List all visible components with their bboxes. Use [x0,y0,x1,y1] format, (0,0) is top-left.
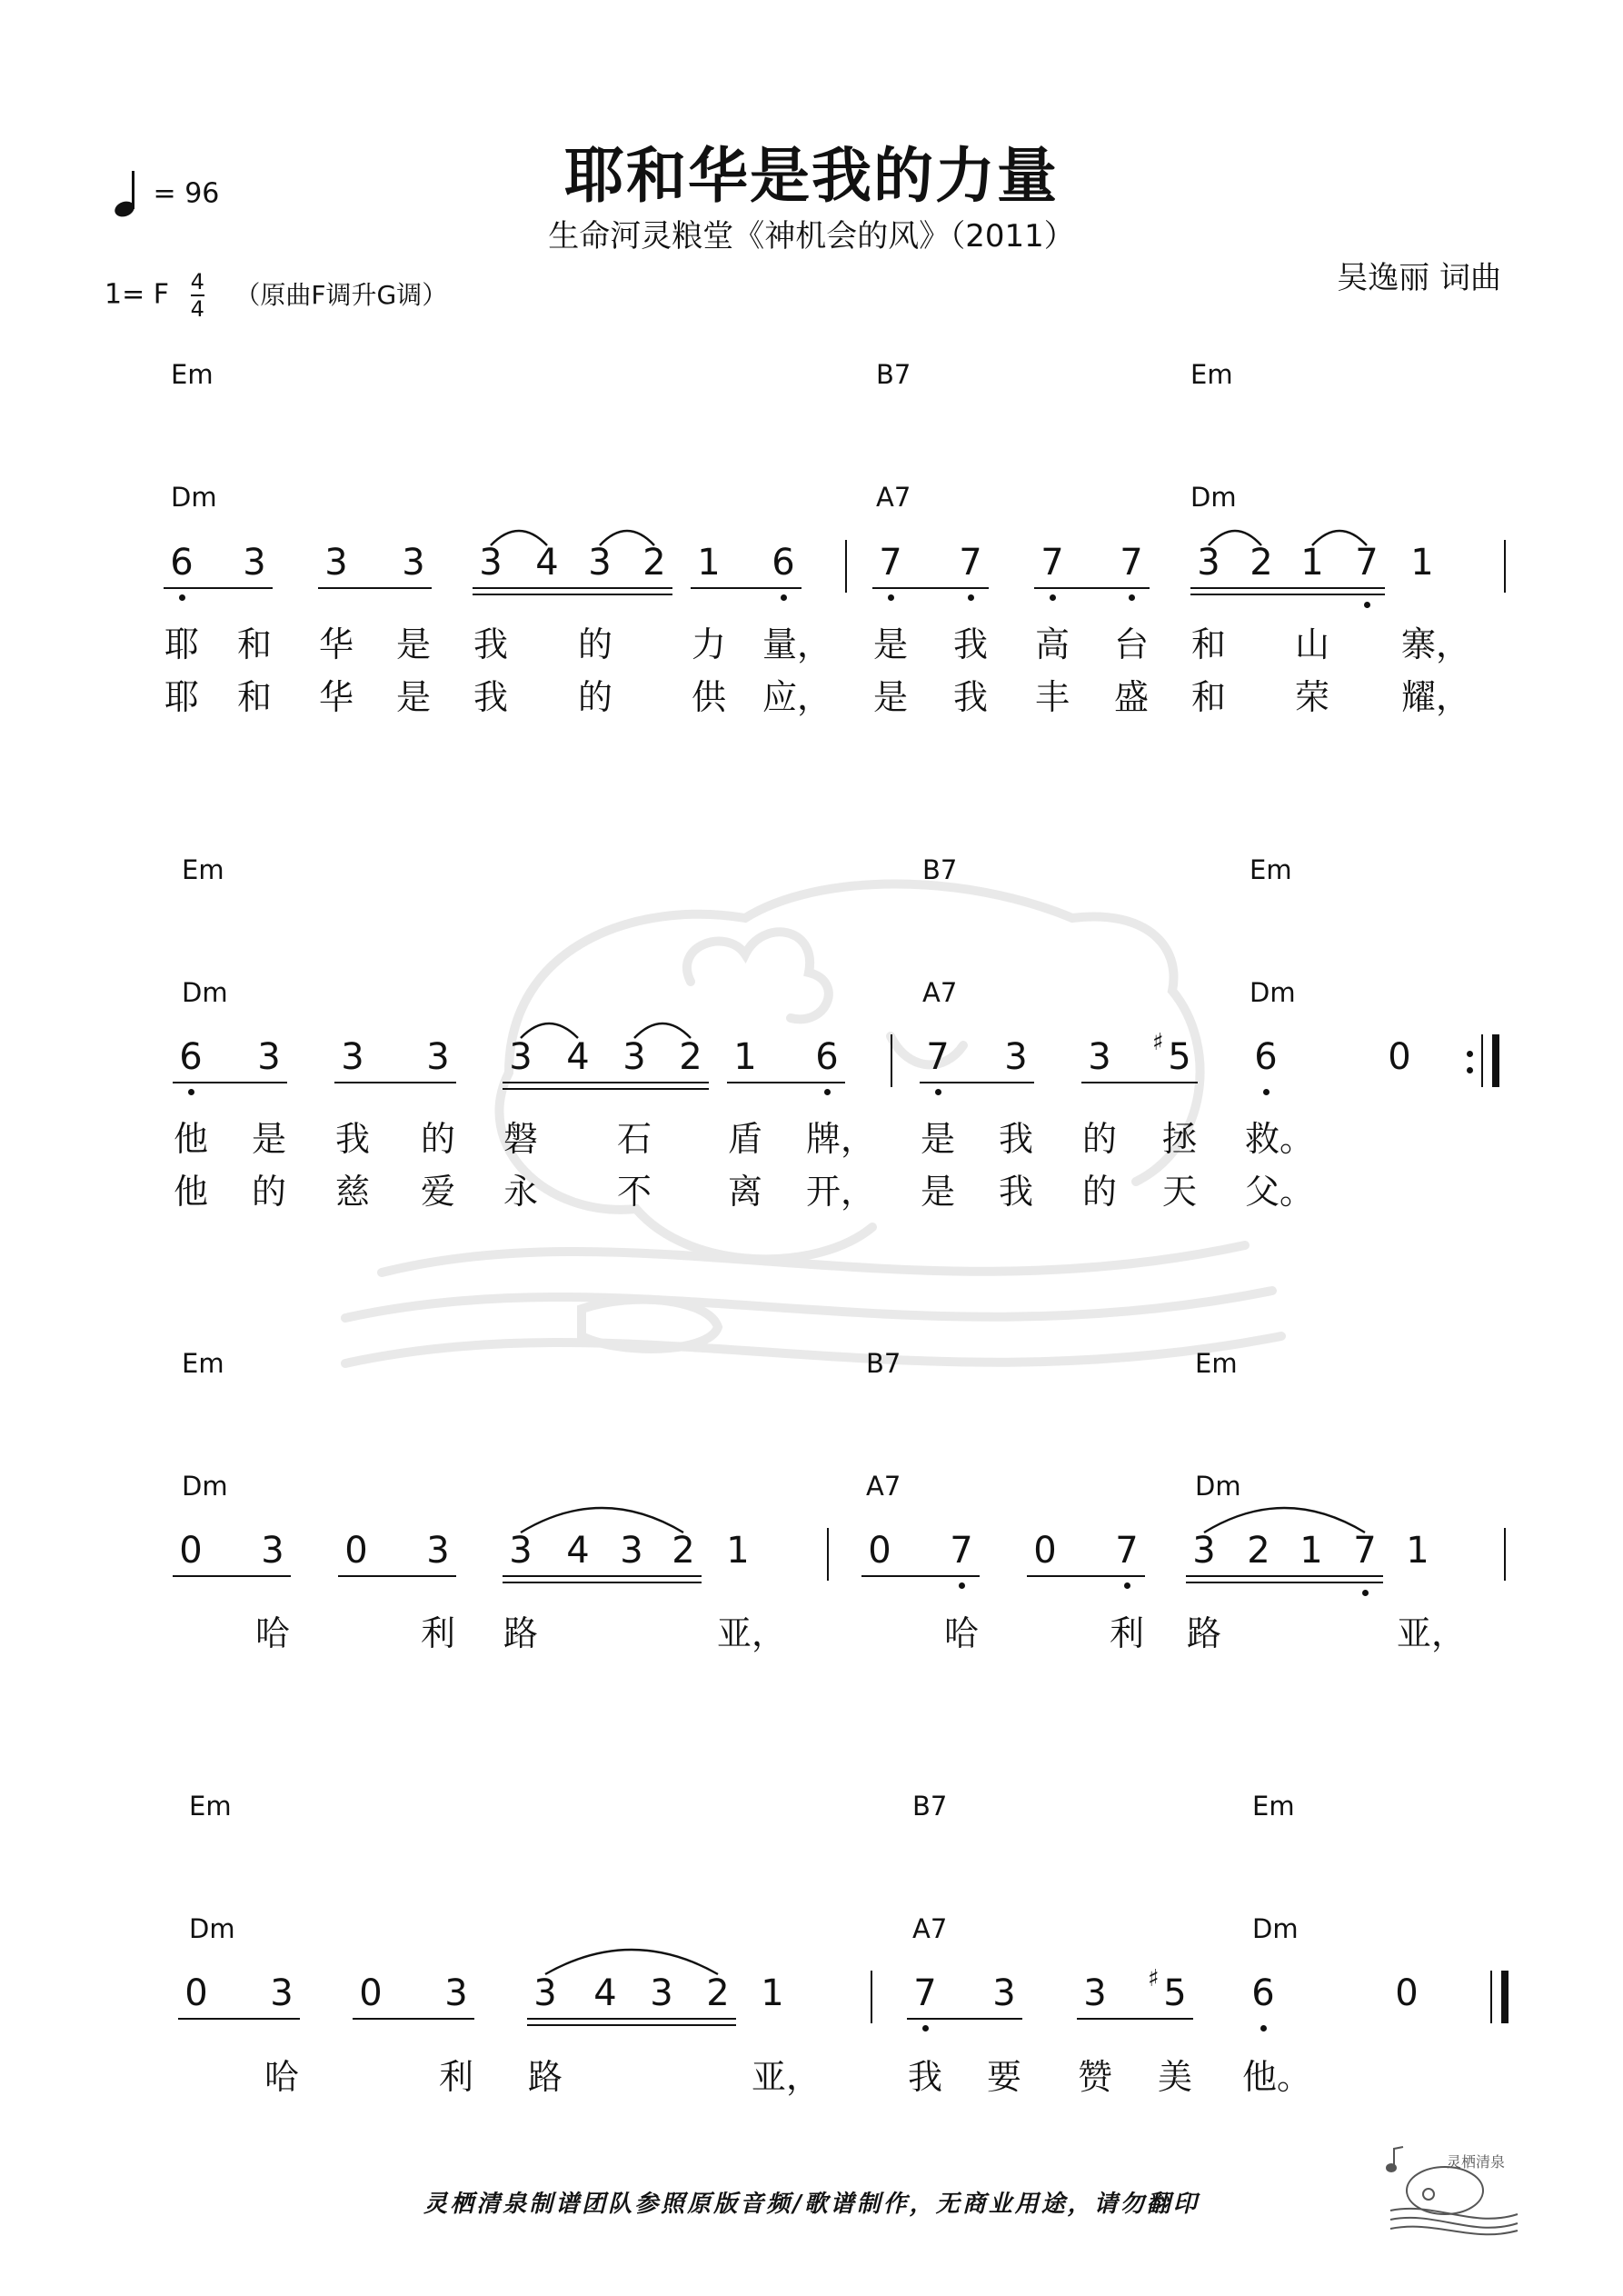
jianpu-note: 1 [733,1036,757,1078]
jianpu-note: 3 [620,1530,643,1572]
jianpu-note: 3 [257,1036,281,1078]
lyric-char: 是 [920,1119,955,1159]
lyric-char: 量， [762,624,832,664]
jianpu-note: 7 [1353,1530,1377,1572]
lyric-char: 的 [420,1119,455,1159]
chord-symbol: Dm [1252,1913,1299,1944]
jianpu-note: 0 [1033,1530,1057,1572]
lyric-char: 我 [334,1119,370,1159]
lyric-char: 和 [1190,677,1226,717]
key-note: （原曲F调升G调） [234,279,448,310]
chord-symbol: B7 [922,854,958,885]
lyric-char: 救。 [1245,1119,1315,1159]
jianpu-note: 2 [642,542,666,584]
song-subtitle: 生命河灵粮堂《神机会的风》（2011） [548,218,1075,255]
chord-symbol: Dm [1250,977,1296,1008]
jianpu-note: 7 [959,542,982,584]
lyric-char: 我 [998,1119,1033,1159]
lyric-char: 离 [727,1172,762,1212]
lyric-char: 他 [173,1119,208,1159]
lyric-char: 是 [395,624,431,664]
jianpu-note: 4 [566,1036,590,1078]
lyric-char: 我 [907,2057,942,2097]
lyric-char: 利 [1109,1613,1144,1653]
chord-symbol: A7 [876,482,911,513]
jianpu-note: 4 [535,542,559,584]
jianpu-note: 3 [426,1530,450,1572]
jianpu-note: 3 [324,542,348,584]
lyric-char: 石 [616,1119,652,1159]
lyric-char: 美 [1157,2057,1192,2097]
jianpu-note: 5 [1163,1972,1187,2014]
jianpu-note: 3 [444,1972,468,2014]
lyric-char: 应， [762,677,832,717]
lyric-char: 是 [872,624,908,664]
lyric-char: 山 [1294,624,1329,664]
jianpu-note: 4 [593,1972,617,2014]
lyric-char: 牌， [806,1119,876,1159]
jianpu-note: 3 [509,1036,533,1078]
jianpu-note: 7 [879,542,902,584]
jianpu-note: 3 [1192,1530,1216,1572]
jianpu-note: 3 [992,1972,1016,2014]
chord-symbol: Dm [182,1471,228,1502]
lyric-char: 供 [691,677,726,717]
lyric-char: 要 [986,2057,1021,2097]
lyric-char: 耶 [164,677,199,717]
jianpu-note: 1 [1410,542,1434,584]
jianpu-note: 6 [1251,1972,1275,2014]
lyric-char: 哈 [943,1613,979,1653]
jianpu-note: 0 [359,1972,383,2014]
jianpu-note: 5 [1168,1036,1191,1078]
chord-symbol: Dm [1195,1471,1241,1502]
lyric-char: 的 [251,1172,286,1212]
jianpu-note: 2 [1247,1530,1270,1572]
jianpu-note: 3 [261,1530,284,1572]
chord-symbol: Em [182,1348,224,1379]
lyric-char: 他 [173,1172,208,1212]
jianpu-note: 0 [184,1972,208,2014]
lyric-char: 我 [473,677,508,717]
lyric-char: 路 [1186,1613,1221,1653]
chord-symbol: A7 [866,1471,901,1502]
jianpu-note: 1 [726,1530,750,1572]
jianpu-note: 6 [1254,1036,1278,1078]
jianpu-note: 3 [650,1972,673,2014]
jianpu-note: 3 [533,1972,557,2014]
chord-symbol: Dm [1190,482,1237,513]
lyric-char: 耶 [164,624,199,664]
lyric-char: 亚， [1397,1613,1467,1653]
lyric-char: 台 [1113,624,1149,664]
time-signature-bottom: 4 [190,296,204,322]
jianpu-note: 3 [270,1972,294,2014]
lyric-char: 亚， [752,2057,821,2097]
jianpu-note: 3 [426,1036,450,1078]
lyric-char: 父。 [1245,1172,1315,1212]
lyric-char: 我 [998,1172,1033,1212]
chord-symbol: Em [1252,1791,1295,1822]
jianpu-note: 7 [926,1036,950,1078]
lyric-char: 天 [1161,1172,1197,1212]
jianpu-note: 1 [1406,1530,1429,1572]
jianpu-note: 6 [179,1036,203,1078]
jianpu-note: 2 [672,1530,695,1572]
lyric-char: 是 [251,1119,286,1159]
jianpu-note: 1 [1300,542,1324,584]
lyric-char: 华 [318,677,353,717]
lyric-char: 寨， [1401,624,1471,664]
jianpu-note: 6 [772,542,795,584]
jianpu-note: 7 [1120,542,1143,584]
jianpu-note: 6 [815,1036,839,1078]
jianpu-note: 7 [1355,542,1379,584]
jianpu-note: 7 [1041,542,1064,584]
lyric-char: 拯 [1161,1119,1197,1159]
jianpu-note: 3 [1088,1036,1111,1078]
chord-symbol: B7 [876,359,911,390]
chord-symbol: Em [1250,854,1292,885]
lyric-char: 爱 [420,1172,455,1212]
jianpu-note: 3 [243,542,266,584]
sharp-accidental: ♯ [1148,1965,1160,1992]
jianpu-note: 3 [1197,542,1220,584]
jianpu-note: 6 [170,542,194,584]
key-label: 1= F [105,278,170,311]
lyric-char: 力 [691,624,726,664]
lyric-char: 是 [920,1172,955,1212]
sharp-accidental: ♯ [1152,1029,1164,1056]
lyric-char: 盛 [1113,677,1149,717]
song-author: 吴逸丽 词曲 [1337,260,1501,296]
lyric-char: 永 [503,1172,538,1212]
lyric-char: 我 [952,677,988,717]
lyric-char: 是 [395,677,431,717]
jianpu-note: 2 [679,1036,702,1078]
jianpu-note: 3 [509,1530,533,1572]
lyric-char: 是 [872,677,908,717]
jianpu-note: 0 [1395,1972,1419,2014]
lyric-char: 哈 [264,2057,299,2097]
jianpu-note: 3 [1004,1036,1028,1078]
lyric-char: 亚， [717,1613,787,1653]
lyric-char: 开， [806,1172,876,1212]
lyric-char: 赞 [1077,2057,1112,2097]
jianpu-note: 3 [341,1036,364,1078]
lyric-char: 不 [616,1172,652,1212]
song-title: 耶和华是我的力量 [564,141,1059,211]
chord-symbol: B7 [912,1791,948,1822]
jianpu-note: 3 [479,542,503,584]
lyric-char: 高 [1034,624,1070,664]
lyric-char: 和 [236,624,272,664]
jianpu-note: 7 [913,1972,937,2014]
tempo-value: = 96 [153,177,220,210]
jianpu-note: 1 [1299,1530,1323,1572]
jianpu-note: 4 [566,1530,590,1572]
chord-symbol: A7 [922,977,958,1008]
lyric-char: 他。 [1242,2057,1312,2097]
lyric-char: 路 [503,1613,538,1653]
lyric-char: 的 [1081,1119,1117,1159]
lyric-char: 利 [420,1613,455,1653]
chord-symbol: A7 [912,1913,948,1944]
chord-symbol: Em [171,359,214,390]
lyric-char: 哈 [254,1613,290,1653]
chord-symbol: Dm [171,482,217,513]
logo-text: 灵栖清泉 [1447,2153,1506,2171]
jianpu-note: 2 [706,1972,730,2014]
lyric-char: 我 [473,624,508,664]
lyric-char: 耀， [1401,677,1471,717]
jianpu-note: 2 [1250,542,1273,584]
chord-symbol: Dm [189,1913,235,1944]
jianpu-note: 7 [1115,1530,1139,1572]
jianpu-note: 7 [950,1530,973,1572]
lyric-char: 和 [1190,624,1226,664]
footer-notice: 灵栖清泉制谱团队参照原版音频/歌谱制作，无商业用途，请勿翻印 [423,2191,1200,2218]
chord-symbol: Em [182,854,224,885]
jianpu-note: 0 [179,1530,203,1572]
chord-symbol: Em [1195,1348,1238,1379]
lyric-char: 荣 [1294,677,1329,717]
jianpu-note: 1 [761,1972,784,2014]
lyric-char: 和 [236,677,272,717]
jianpu-note: 0 [1388,1036,1411,1078]
jianpu-note: 0 [868,1530,891,1572]
lamb-logo-icon [1381,2138,1527,2238]
jianpu-note: 3 [622,1036,646,1078]
jianpu-note: 3 [588,542,612,584]
lyric-char: 磐 [503,1119,538,1159]
lyric-char: 我 [952,624,988,664]
chord-symbol: Em [189,1791,232,1822]
chord-symbol: Em [1190,359,1233,390]
jianpu-note: 1 [697,542,721,584]
lyric-char: 利 [438,2057,473,2097]
lyric-char: 的 [1081,1172,1117,1212]
chord-symbol: B7 [866,1348,901,1379]
jianpu-note: 0 [344,1530,368,1572]
time-signature-top: 4 [190,269,204,294]
lyric-char: 华 [318,624,353,664]
lyric-char: 路 [527,2057,563,2097]
lyric-char: 丰 [1034,677,1070,717]
jianpu-note: 3 [402,542,425,584]
lyric-char: 的 [577,624,612,664]
lyric-char: 盾 [727,1119,762,1159]
jianpu-note: 3 [1083,1972,1107,2014]
lyric-char: 慈 [334,1172,370,1212]
chord-symbol: Dm [182,977,228,1008]
lyric-char: 的 [577,677,612,717]
